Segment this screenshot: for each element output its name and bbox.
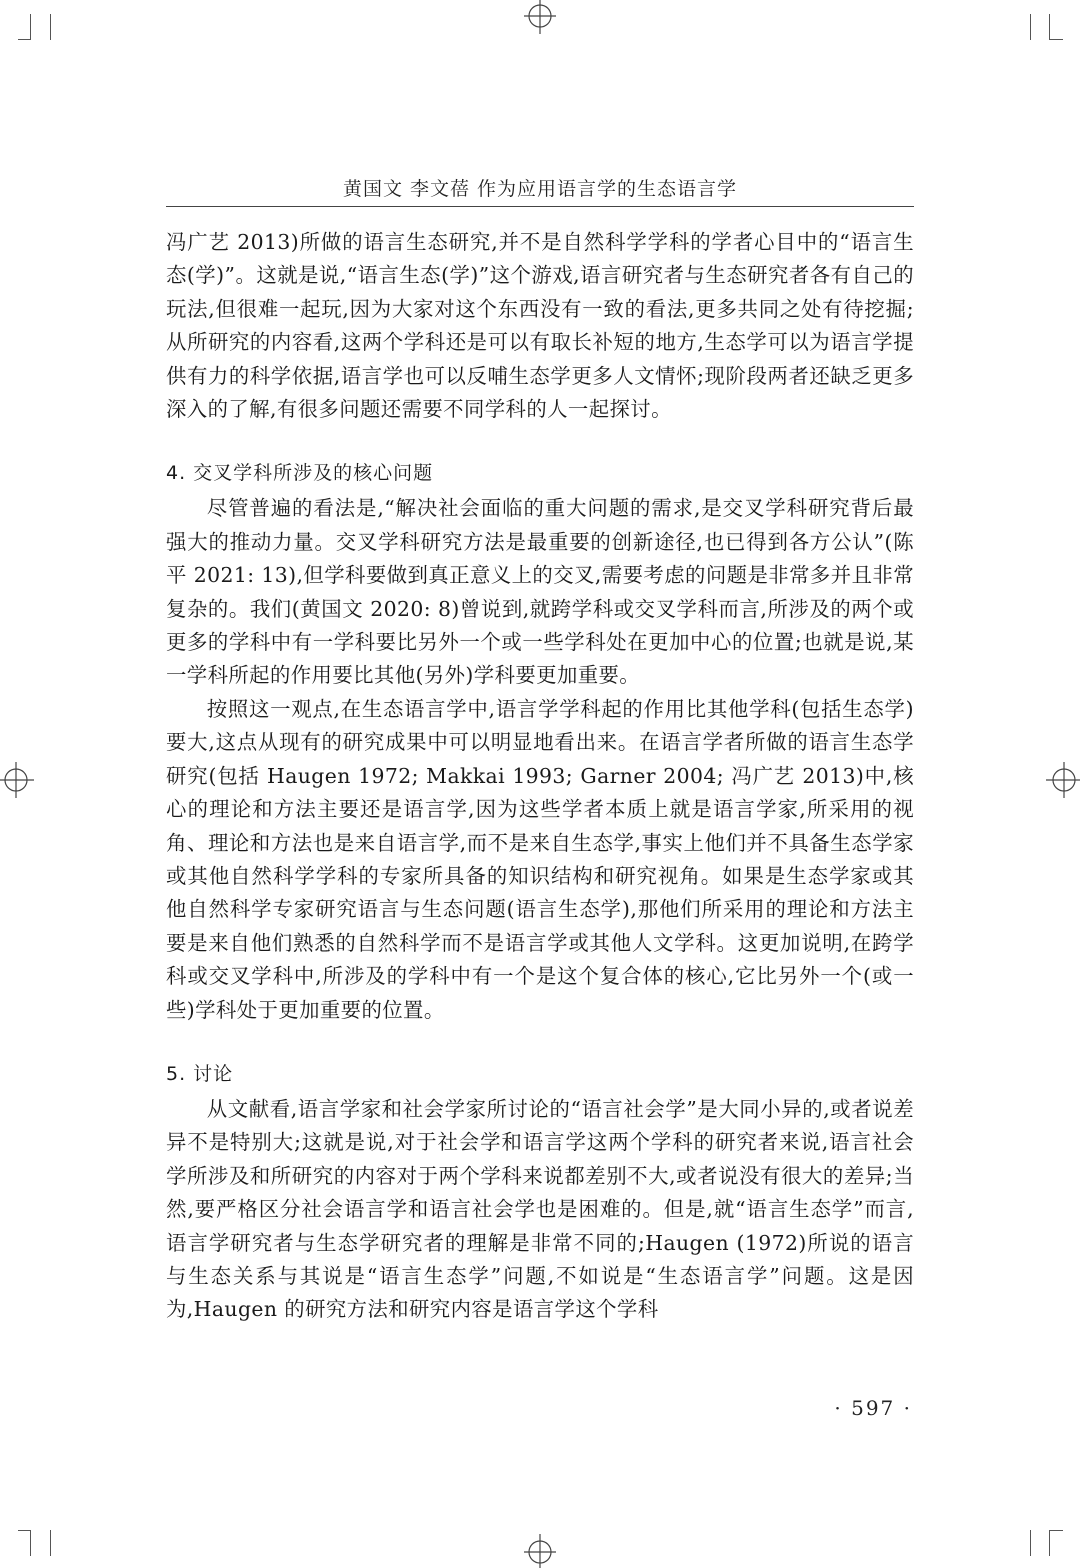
section-heading: 4. 交叉学科所涉及的核心问题 [166,462,434,485]
running-head: 黄国文 李文蓓 作为应用语言学的生态语言学 [342,178,738,200]
paragraph: 从文献看,语言学家和社会学家所讨论的“语言社会学”是大同小异的,或者说差异不是特别大;这就是说,对于社会学和语言学这两个学科的研究者来说,语言社会学所涉及和所研究的内容对于两个学科来说都差别不大,或者说没有很大的差异;当然,要严格区分社会语言学和语言社会学也是困难的。但是,就“语言生态学”而言,语言学研究者与生态学研究者的理解是非常不同的;Haugen (1972)所说的语言与生态关系与其说是“语言生态学”问题,不如说是“生态语言学”问题。这是因为,Haugen 的研究方法和研究内容是语言学这个学科 [166,1096,914,1322]
registration-mark-top [520,0,560,40]
crop-mark [18,1530,31,1531]
section-heading: 5. 讨论 [166,1062,234,1085]
paragraph: 尽管普遍的看法是,“解决社会面临的重大问题的需求,是交叉学科研究背后最强大的推动力量。交叉学科研究方法是最重要的创新途径,也已得到各方公认”(陈平 2021: 13),但学科要做到真正意义上的交叉,需要考虑的问题是非常多并且非常复杂的。我们(黄国文 2020: 8)曾说到,就跨学科或交叉学科而言,所涉及的两个或更多的学科中有一学科要比另外一个或一些学科处在更加中心的位置;也就是说,某一学科所起的作用要比其他(另外)学科要更加重要。 [166,496,914,688]
article-body [166,226,914,1327]
crop-mark [1049,1530,1050,1556]
crop-mark [50,1530,51,1556]
page-number: · 597 · [834,1396,912,1420]
crop-mark [1049,39,1063,40]
crop-mark [1030,1530,1031,1556]
crop-mark [1049,14,1050,40]
header-rule [166,206,914,207]
registration-mark-left [0,760,40,800]
crop-mark [30,14,31,40]
paragraph: 按照这一观点,在生态语言学中,语言学学科起的作用比其他学科(包括生态学)要大,这点从现有的研究成果中可以明显地看出来。在语言学者所做的语言生态学研究(包括 Haugen 1972; Makkai 1993; Garner 2004; 冯广艺 2013)中,核心的理论和方法主要还是语言学,因为这些学者本质上就是语言学家,所采用的视角、理论和方法也是来自语言学,而不是来自生态学,事实上他们并不具备生态学家或其他自然科学学科的专家所具备的知识结构和研究视角。如果是生态学家或其他自然科学专家研究语言与生态问题(语言生态学),那他们所采用的理论和方法主要是来自他们熟悉的自然科学而不是语言学或其他人文学科。这更加说明,在跨学科或交叉学科中,所涉及的学科中有一个是这个复合体的核心,它比另外一个(或一些)学科处于更加重要的位置。 [166,696,914,1022]
crop-mark [1049,1530,1063,1531]
registration-mark-right [1040,760,1080,800]
crop-mark [1030,14,1031,40]
paragraph: 冯广艺 2013)所做的语言生态研究,并不是自然科学学科的学者心目中的“语言生态(学)”。这就是说,“语言生态(学)”这个游戏,语言研究者与生态研究者各有自己的玩法,但很难一起玩,因为大家对这个东西没有一致的看法,更多共同之处有待挖掘;从所研究的内容看,这两个学科还是可以有取长补短的地方,生态学可以为语言学提供有力的科学依据,语言学也可以反哺生态学更多人文情怀;现阶段两者还缺乏更多深入的了解,有很多问题还需要不同学科的人一起探讨。 [166,230,914,422]
registration-mark-bottom [520,1528,560,1568]
crop-mark [30,1530,31,1556]
crop-mark [50,14,51,40]
crop-mark [18,39,31,40]
